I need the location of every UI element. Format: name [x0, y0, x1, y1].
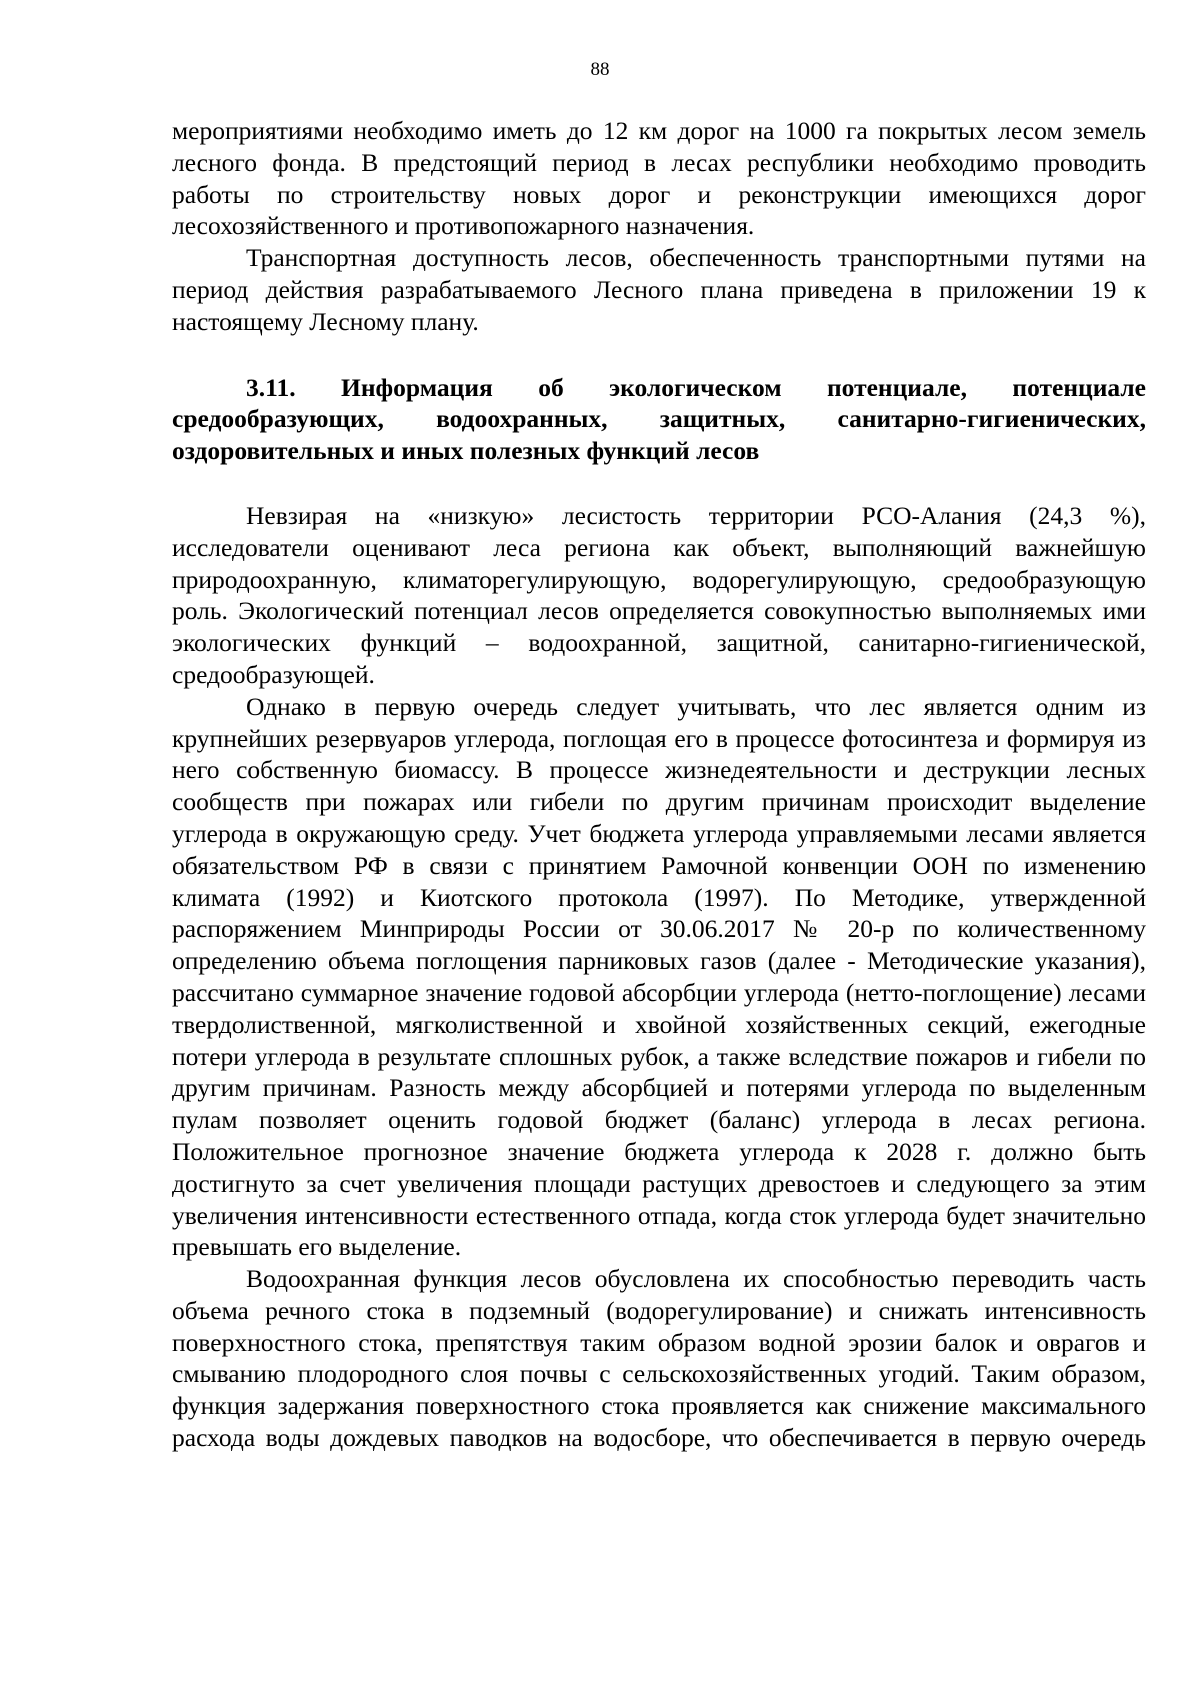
paragraph-roads-continuation: мероприятиями необходимо иметь до 12 км дорог на 1000 га покрытых лесом земель лесного фонда. В предстоящий период в лесах республики необходимо проводить работы по строительству новых дорог и реконструкции имеющихся дорог лесохозяйственного и противопожарного назначения.: [172, 116, 1146, 241]
section-heading: 3.11. Информация об экологическом потенциале, потенциале средообразующих, водоохранных, защитных, санитарно-гигиенических, оздоровительных и иных полезных функций лесов: [172, 372, 1146, 466]
page-number: 88: [590, 59, 610, 80]
paragraph-water-protection: Водоохранная функция лесов обусловлена их способностью переводить часть объема речного стока в подземный (водорегулирование) и снижать интенсивность поверхностного стока, препятствуя таким образом водной эрозии балок и оврагов и смыванию плодородного слоя почвы с сельскохозяйственных угодий. Таким образом, функция задержания поверхностного стока проявляется как снижение максимального расхода воды дождевых паводков на водосборе, что обеспечивается в первую очередь: [172, 1264, 1146, 1453]
document-body: [172, 115, 1146, 1454]
paragraph-transport-accessibility: Транспортная доступность лесов, обеспеченность транспортными путями на период действия разрабатываемого Лесного плана приведена в приложении 19 к настоящему Лесному плану.: [172, 243, 1146, 336]
paragraph-carbon-budget: Однако в первую очередь следует учитывать, что лес является одним из крупнейших резервуаров углерода, поглощая его в процессе фотосинтеза и формируя из него собственную биомассу. В процессе жизнедеятельности и деструкции лесных сообществ при пожарах или гибели по другим причинам происходит выделение углерода в окружающую среду. Учет бюджета углерода управляемыми лесами является обязательством РФ в связи с принятием Рамочной конвенции ООН по изменению климата (1992) и Киотского протокола (1997). По Методике, утвержденной распоряжением Минприроды России от 30.06.2017 № 20-р по количественному определению объема поглощения парниковых газов (далее - Методические указания), рассчитано суммарное значение годовой абсорбции углерода (нетто-поглощение) лесами твердолиственной, мягколиственной и хвойной хозяйственных секций, ежегодные потери углерода в результате сплошных рубок, а также вследствие пожаров и гибели по другим причинам. Разность между абсорбцией и потерями углерода по выделенным пулам позволяет оценить годовой бюджет (баланс) углерода в лесах региона. Положительное прогнозное значение бюджета углерода к 2028 г. должно быть достигнуто за счет увеличения площади растущих древостоев и следующего за этим увеличения интенсивности естественного отпада, когда сток углерода будет значительно превышать его выделение.: [172, 691, 1146, 1262]
paragraph-ecological-potential: Невзирая на «низкую» лесистость территории РСО-Алания (24,3 %), исследователи оценивают леса региона как объект, выполняющий важнейшую природоохранную, климаторегулирующую, водорегулирующую, средообразующую роль. Экологический потенциал лесов определяется совокупностью выполняемых ими экологических функций – водоохранной, защитной, санитарно-гигиенической, средообразующей.: [172, 500, 1146, 689]
